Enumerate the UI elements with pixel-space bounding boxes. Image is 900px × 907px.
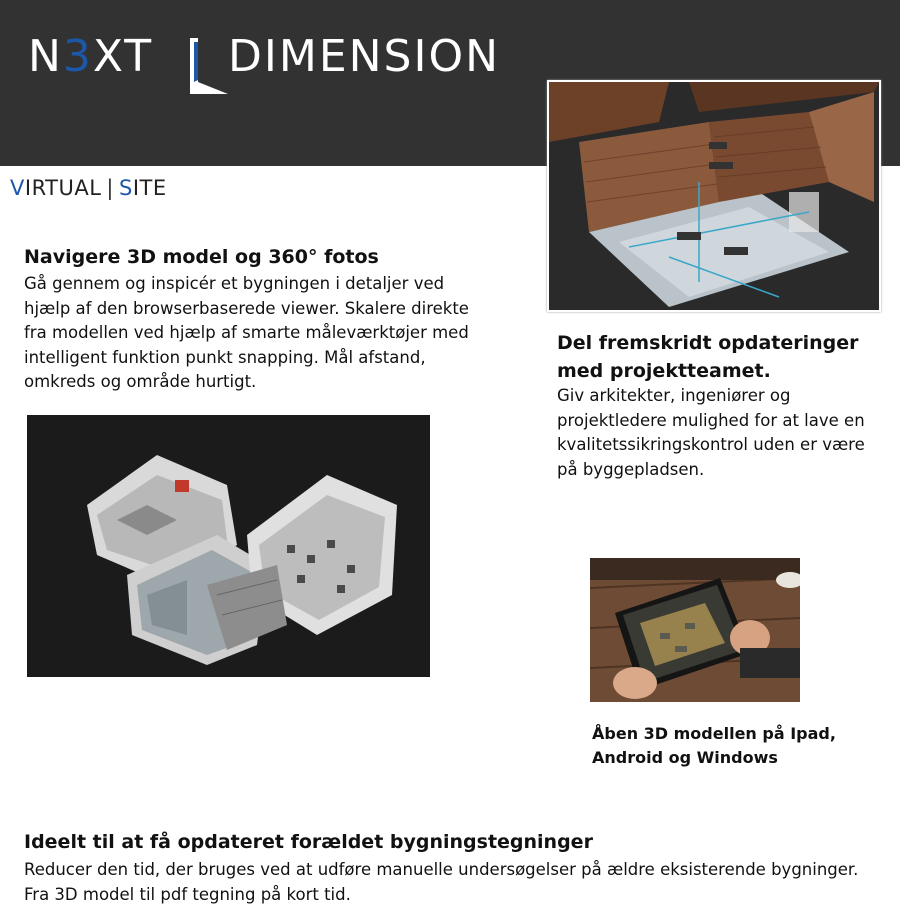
heading-line: Del fremskridt opdateringer — [557, 329, 859, 357]
text-line: på byggepladsen. — [557, 458, 887, 483]
text-line: Fra 3D model til pdf tegning på kort tid. — [24, 883, 894, 907]
virtual-site-label: VIRTUAL | SITE — [10, 176, 167, 200]
caption-line: Android og Windows — [592, 746, 836, 770]
caption-line: Åben 3D modellen på Ipad, — [592, 722, 836, 746]
logo-text-next: N3XT — [28, 32, 153, 82]
text-line: projektledere mulighed for at lave en — [557, 409, 887, 434]
text-line: intelligent funktion punkt snapping. Mål afstand, — [24, 346, 494, 371]
brick-interior-photo — [547, 80, 881, 312]
text-line: fra modellen ved hjælp af smarte måleværktøjer med — [24, 321, 494, 346]
logo-text-dimension: DIMENSION — [228, 32, 500, 82]
logo-bracket-icon — [188, 36, 228, 96]
next-dimension-logo — [28, 30, 528, 100]
section-heading-navigate: Navigere 3D model og 360° fotos — [24, 246, 379, 268]
section-text-share — [557, 384, 887, 482]
heading-line: med projektteamet. — [557, 357, 859, 385]
tablet-viewer-photo — [590, 558, 800, 702]
section-heading-drawings: Ideelt til at få opdateret forældet bygningstegninger — [24, 831, 593, 853]
tablet-caption — [592, 722, 836, 770]
section-text-navigate — [24, 272, 494, 395]
text-line: hjælp af den browserbaserede viewer. Skalere direkte — [24, 297, 494, 322]
text-line: kvalitetssikringskontrol uden er være — [557, 433, 887, 458]
text-line: Reducer den tid, der bruges ved at udføre manuelle undersøgelser på ældre eksisterende bygninger. — [24, 858, 894, 883]
text-line: omkreds og område hurtigt. — [24, 370, 494, 395]
text-line: Gå gennem og inspicér et bygningen i detaljer ved — [24, 272, 494, 297]
section-heading-share — [557, 329, 859, 385]
text-line: Giv arkitekter, ingeniører og — [557, 384, 887, 409]
dollhouse-model-photo — [27, 415, 430, 677]
